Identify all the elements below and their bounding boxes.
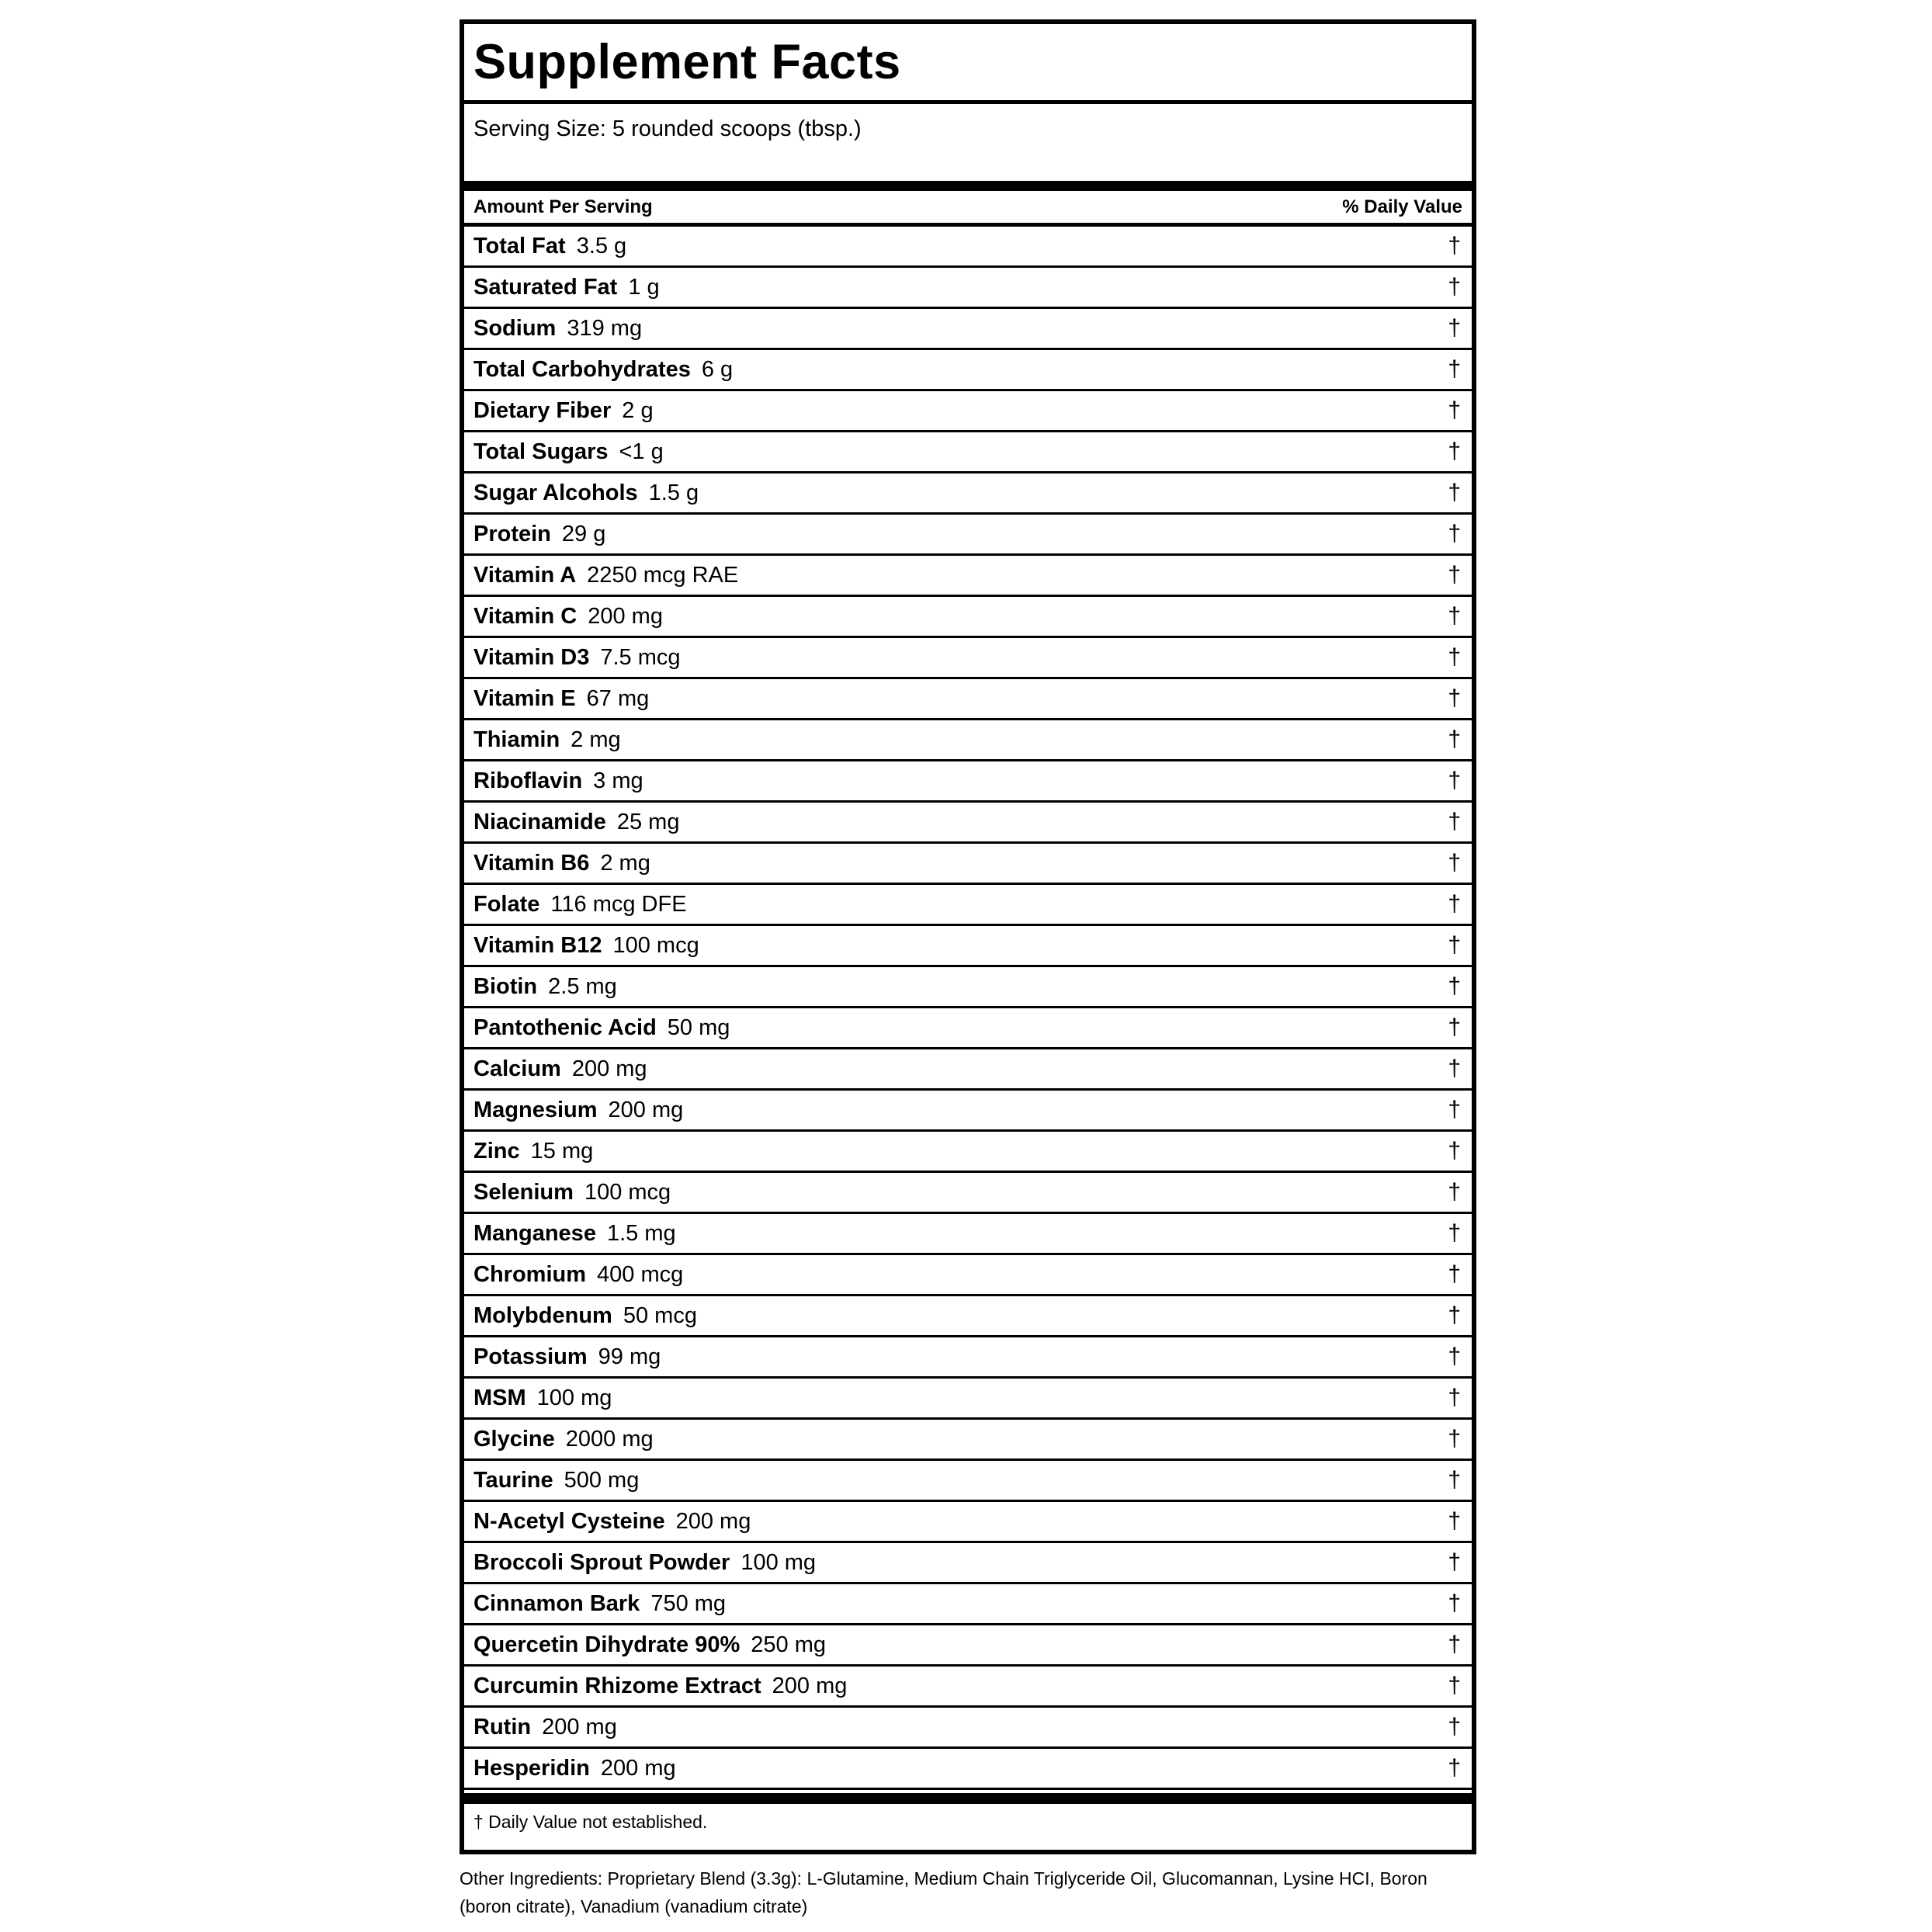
nutrient-name: Saturated Fat	[473, 274, 618, 300]
nutrient-amount: 3 mg	[593, 768, 643, 793]
nutrient-name: Vitamin D3	[473, 644, 590, 670]
table-row	[464, 350, 1472, 391]
nutrient-name: Selenium	[473, 1179, 574, 1205]
nutrient-amount: 99 mg	[598, 1344, 661, 1369]
nutrient-cell	[473, 1015, 730, 1041]
daily-value-dagger: †	[1448, 727, 1461, 752]
table-row	[464, 1461, 1472, 1502]
daily-value-dagger: †	[1448, 1467, 1461, 1493]
daily-value-dagger: †	[1448, 809, 1461, 834]
table-row	[464, 1173, 1472, 1214]
nutrient-cell	[473, 1591, 726, 1617]
nutrient-cell	[473, 933, 699, 959]
table-row	[464, 885, 1472, 926]
daily-value-dagger: †	[1448, 850, 1461, 876]
table-row	[464, 473, 1472, 515]
table-row	[464, 638, 1472, 679]
nutrient-cell	[473, 686, 649, 712]
nutrient-name: Protein	[473, 521, 551, 546]
table-row	[464, 1584, 1472, 1625]
nutrient-name: Folate	[473, 891, 540, 917]
nutrient-cell	[473, 480, 699, 506]
nutrient-cell	[473, 522, 605, 547]
table-row	[464, 720, 1472, 761]
nutrient-amount: 100 mcg	[584, 1179, 671, 1205]
nutrient-cell	[473, 604, 663, 630]
other-ingredients: Other Ingredients: Proprietary Blend (3.3g): L-Glutamine, Medium Chain Triglyceride Oil, Glucomannan, Lysine HCI, Boron (boron citrate), Vanadium (vanadium citrate)	[460, 1868, 1427, 1916]
nutrient-amount: <1 g	[619, 439, 664, 464]
table-row	[464, 1667, 1472, 1708]
daily-value-dagger: †	[1448, 480, 1461, 505]
table-row	[464, 1625, 1472, 1667]
table-row	[464, 1091, 1472, 1132]
nutrient-cell	[473, 1180, 671, 1205]
nutrient-name: N-Acetyl Cysteine	[473, 1508, 665, 1534]
nutrient-amount: 250 mg	[751, 1632, 827, 1657]
nutrient-amount: 50 mcg	[623, 1302, 697, 1328]
nutrient-name: Dietary Fiber	[473, 397, 612, 423]
daily-value-dagger: †	[1448, 603, 1461, 629]
daily-value-dagger: †	[1448, 1385, 1461, 1410]
nutrient-name: Vitamin A	[473, 562, 577, 588]
daily-value-dagger: †	[1448, 1344, 1461, 1369]
nutrient-name: Sodium	[473, 315, 557, 341]
nutrient-name: Chromium	[473, 1261, 586, 1287]
nutrient-list	[464, 227, 1472, 1790]
daily-value-dagger: †	[1448, 932, 1461, 958]
daily-value-dagger: †	[1448, 1508, 1461, 1534]
nutrient-amount: 15 mg	[530, 1138, 594, 1164]
daily-value-dagger: †	[1448, 1302, 1461, 1328]
nutrient-cell	[473, 727, 621, 753]
nutrient-name: Quercetin Dihydrate 90%	[473, 1632, 741, 1657]
nutrient-cell	[473, 1509, 751, 1535]
nutrient-name: Zinc	[473, 1138, 520, 1164]
table-row	[464, 309, 1472, 350]
nutrient-amount: 29 g	[561, 521, 606, 546]
nutrient-name: Total Fat	[473, 233, 566, 258]
column-header-row	[464, 191, 1472, 227]
nutrient-cell	[473, 1427, 654, 1452]
table-row	[464, 1502, 1472, 1543]
nutrient-cell	[473, 1056, 647, 1082]
daily-value-dagger: †	[1448, 1714, 1461, 1739]
nutrient-amount: 2000 mg	[565, 1426, 654, 1452]
nutrient-cell	[473, 851, 650, 876]
nutrient-amount: 116 mcg DFE	[550, 891, 687, 917]
daily-value-dagger: †	[1448, 1755, 1461, 1781]
nutrient-amount: 50 mg	[667, 1015, 730, 1040]
nutrient-amount: 2.5 mg	[548, 973, 617, 999]
thick-divider	[464, 181, 1472, 191]
table-row	[464, 1049, 1472, 1091]
nutrient-name: Magnesium	[473, 1097, 598, 1122]
nutrient-name: Broccoli Sprout Powder	[473, 1549, 730, 1575]
nutrient-amount: 2 mg	[571, 727, 621, 752]
nutrient-amount: 100 mcg	[612, 932, 699, 958]
table-row	[464, 1708, 1472, 1749]
nutrient-cell	[473, 1632, 826, 1658]
nutrient-name: Taurine	[473, 1467, 553, 1493]
supplement-facts-panel	[460, 19, 1476, 1854]
nutrient-cell	[473, 357, 733, 383]
nutrient-amount: 1.5 g	[648, 480, 699, 505]
nutrient-cell	[473, 768, 643, 794]
nutrient-amount: 25 mg	[616, 809, 680, 834]
nutrient-cell	[473, 1262, 683, 1288]
page-title: Supplement Facts	[473, 34, 901, 89]
table-row	[464, 1132, 1472, 1173]
nutrient-amount: 500 mg	[564, 1467, 640, 1493]
daily-value-dagger: †	[1448, 685, 1461, 711]
nutrient-cell	[473, 439, 664, 465]
nutrient-name: Potassium	[473, 1344, 588, 1369]
table-row	[464, 597, 1472, 638]
daily-value-dagger: †	[1448, 274, 1461, 300]
nutrient-amount: 2250 mcg RAE	[587, 562, 739, 588]
nutrient-amount: 750 mg	[650, 1590, 727, 1616]
daily-value-dagger: †	[1448, 233, 1461, 258]
nutrient-amount: 1 g	[628, 274, 660, 300]
nutrient-name: Molybdenum	[473, 1302, 612, 1328]
nutrient-name: Vitamin E	[473, 685, 576, 711]
nutrient-amount: 200 mg	[600, 1755, 676, 1781]
serving-size: Serving Size: 5 rounded scoops (tbsp.)	[473, 116, 862, 141]
nutrient-amount: 200 mg	[588, 603, 663, 629]
nutrient-amount: 200 mg	[772, 1673, 848, 1698]
daily-value-dagger: †	[1448, 1590, 1461, 1616]
table-row	[464, 227, 1472, 268]
daily-value-dagger: †	[1448, 644, 1461, 670]
nutrient-cell	[473, 1468, 639, 1493]
table-row	[464, 1214, 1472, 1255]
daily-value-dagger: †	[1448, 1261, 1461, 1287]
nutrient-amount: 200 mg	[571, 1056, 647, 1081]
nutrient-amount: 100 mg	[536, 1385, 612, 1410]
nutrient-name: MSM	[473, 1385, 526, 1410]
nutrient-amount: 200 mg	[608, 1097, 684, 1122]
daily-value-dagger: †	[1448, 1056, 1461, 1081]
nutrient-name: Pantothenic Acid	[473, 1015, 657, 1040]
nutrient-cell	[473, 974, 617, 1000]
table-row	[464, 556, 1472, 597]
nutrient-cell	[473, 810, 679, 835]
table-row	[464, 1749, 1472, 1790]
nutrient-cell	[473, 398, 654, 424]
nutrient-name: Riboflavin	[473, 768, 583, 793]
nutrient-cell	[473, 1386, 612, 1411]
nutrient-cell	[473, 1550, 816, 1576]
table-row	[464, 1296, 1472, 1337]
nutrient-amount: 3.5 g	[576, 233, 627, 258]
nutrient-cell	[473, 275, 660, 300]
nutrient-amount: 2 g	[622, 397, 654, 423]
nutrient-cell	[473, 1674, 847, 1699]
nutrient-cell	[473, 1139, 593, 1164]
table-row	[464, 515, 1472, 556]
nutrient-cell	[473, 1715, 617, 1740]
nutrient-name: Cinnamon Bark	[473, 1590, 640, 1616]
table-row	[464, 844, 1472, 885]
nutrient-cell	[473, 1221, 676, 1247]
nutrient-amount: 2 mg	[600, 850, 650, 876]
table-row	[464, 926, 1472, 967]
nutrient-name: Total Carbohydrates	[473, 356, 691, 382]
table-row	[464, 803, 1472, 844]
daily-value-dagger: †	[1448, 315, 1461, 341]
table-row	[464, 432, 1472, 473]
nutrient-amount: 6 g	[701, 356, 734, 382]
daily-value-dagger: †	[1448, 768, 1461, 793]
nutrient-amount: 7.5 mcg	[600, 644, 681, 670]
nutrient-name: Calcium	[473, 1056, 561, 1081]
nutrient-amount: 100 mg	[741, 1549, 817, 1575]
daily-value-dagger: †	[1448, 1179, 1461, 1205]
daily-value-dagger: †	[1448, 973, 1461, 999]
nutrient-amount: 400 mcg	[597, 1261, 684, 1287]
nutrient-amount: 1.5 mg	[606, 1220, 676, 1246]
nutrient-amount: 319 mg	[567, 315, 643, 341]
table-row	[464, 1008, 1472, 1049]
table-row	[464, 967, 1472, 1008]
daily-value-label: % Daily Value	[1342, 196, 1462, 217]
nutrient-cell	[473, 1756, 676, 1781]
nutrient-name: Curcumin Rhizome Extract	[473, 1673, 761, 1698]
nutrient-name: Sugar Alcohols	[473, 480, 638, 505]
table-row	[464, 679, 1472, 720]
nutrient-name: Total Sugars	[473, 439, 609, 464]
table-row	[464, 1379, 1472, 1420]
thick-divider-bottom	[464, 1793, 1472, 1804]
nutrient-cell	[473, 316, 642, 342]
table-row	[464, 1255, 1472, 1296]
nutrient-name: Rutin	[473, 1714, 532, 1739]
amount-per-serving-label: Amount Per Serving	[473, 196, 653, 217]
daily-value-dagger: †	[1448, 1138, 1461, 1164]
nutrient-name: Vitamin B6	[473, 850, 590, 876]
nutrient-cell	[473, 1098, 683, 1123]
nutrient-name: Vitamin C	[473, 603, 578, 629]
nutrient-cell	[473, 234, 626, 259]
daily-value-dagger: †	[1448, 1673, 1461, 1698]
table-row	[464, 268, 1472, 309]
footnote: † Daily Value not established.	[473, 1812, 708, 1832]
nutrient-cell	[473, 1303, 697, 1329]
nutrient-cell	[473, 563, 738, 588]
table-row	[464, 391, 1472, 432]
table-row	[464, 1337, 1472, 1379]
nutrient-name: Thiamin	[473, 727, 560, 752]
table-row	[464, 1543, 1472, 1584]
nutrient-amount: 200 mg	[675, 1508, 751, 1534]
daily-value-dagger: †	[1448, 397, 1461, 423]
nutrient-cell	[473, 645, 681, 671]
daily-value-dagger: †	[1448, 562, 1461, 588]
daily-value-dagger: †	[1448, 1549, 1461, 1575]
nutrient-name: Niacinamide	[473, 809, 606, 834]
daily-value-dagger: †	[1448, 356, 1461, 382]
nutrient-amount: 67 mg	[586, 685, 650, 711]
daily-value-dagger: †	[1448, 1632, 1461, 1657]
nutrient-name: Manganese	[473, 1220, 596, 1246]
daily-value-dagger: †	[1448, 1426, 1461, 1452]
table-row	[464, 761, 1472, 803]
daily-value-dagger: †	[1448, 1097, 1461, 1122]
nutrient-name: Vitamin B12	[473, 932, 602, 958]
daily-value-dagger: †	[1448, 891, 1461, 917]
daily-value-dagger: †	[1448, 521, 1461, 546]
nutrient-cell	[473, 892, 687, 917]
nutrient-name: Biotin	[473, 973, 538, 999]
daily-value-dagger: †	[1448, 439, 1461, 464]
daily-value-dagger: †	[1448, 1220, 1461, 1246]
title-box	[464, 24, 1472, 104]
table-row	[464, 1420, 1472, 1461]
daily-value-dagger: †	[1448, 1015, 1461, 1040]
nutrient-amount: 200 mg	[542, 1714, 617, 1739]
nutrient-cell	[473, 1344, 661, 1370]
nutrient-name: Hesperidin	[473, 1755, 590, 1781]
nutrient-name: Glycine	[473, 1426, 555, 1452]
